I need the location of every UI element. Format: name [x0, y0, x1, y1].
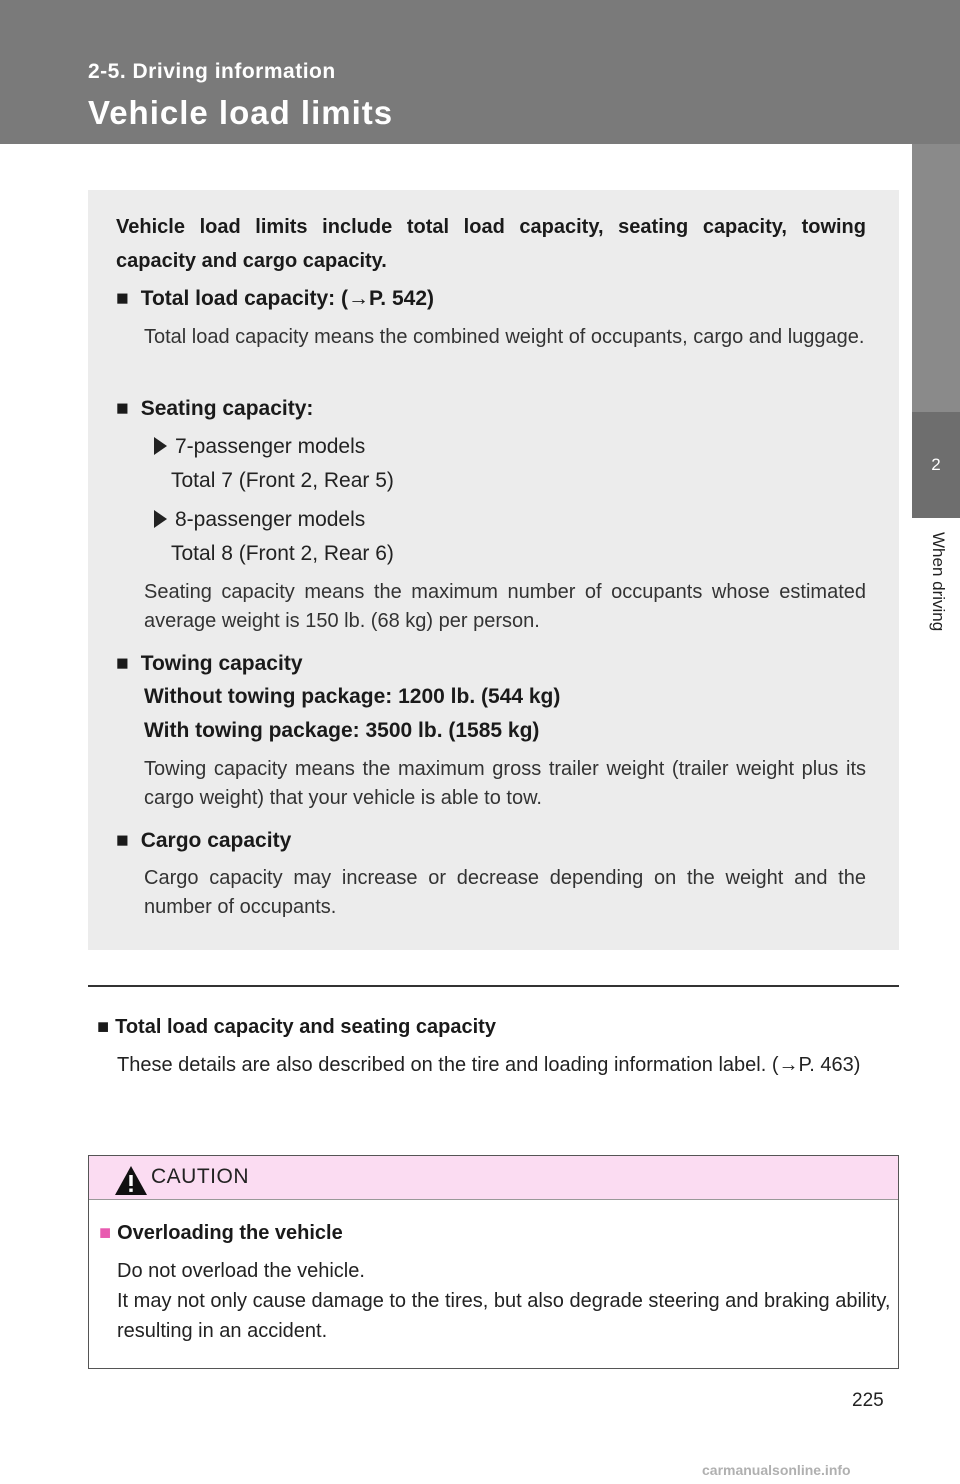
warning-triangle-icon: [114, 1165, 148, 1196]
model-b-line: [154, 503, 365, 537]
seating-heading: [116, 392, 313, 426]
bullet-square-icon: ■: [116, 829, 129, 852]
intro-text: Vehicle load limits include total load capacity, seating capacity, towing capacity and cargo capacity.: [116, 216, 866, 272]
seating-text: Seating capacity means the maximum number of occupants whose estimated average weight is 150 lb. (68 kg) per person.: [144, 581, 866, 632]
bullet-square-icon: ■: [99, 1222, 112, 1244]
caution-heading: [99, 1218, 343, 1248]
caution-line-2: It may not only cause damage to the tires, but also degrade steering and braking ability, resulting in an accident.: [117, 1290, 891, 1342]
note-heading: [97, 1012, 496, 1042]
towing-with: With towing package: 3500 lb. (1585 kg): [144, 719, 540, 742]
cargo-heading: [116, 824, 291, 858]
summary-box: [88, 190, 899, 950]
total-load-text: Total load capacity means the combined weight of occupants, cargo and luggage.: [144, 326, 865, 348]
chapter-label: When driving: [929, 532, 948, 632]
caution-box: [88, 1155, 899, 1369]
towing-text: Towing capacity means the maximum gross trailer weight (trailer weight plus its cargo weight) that your vehicle is able to tow.: [144, 758, 866, 809]
caution-heading-text: Overloading the vehicle: [117, 1222, 343, 1244]
side-tab-top-block: [912, 144, 960, 412]
total-load-heading: [116, 282, 434, 316]
towing-heading-text: Towing capacity: [140, 652, 303, 675]
cargo-text: Cargo capacity may increase or decrease depending on the weight and the number of occupants.: [144, 867, 866, 918]
arrow-right-icon: [154, 437, 167, 455]
seating-heading-text: Seating capacity:: [140, 397, 314, 420]
bullet-square-icon: ■: [97, 1016, 110, 1038]
model-b-label: 8-passenger models: [175, 508, 366, 531]
model-a-label: 7-passenger models: [175, 435, 366, 458]
page-number: 225: [852, 1390, 884, 1411]
bullet-square-icon: ■: [116, 652, 129, 675]
model-b-total: Total 8 (Front 2, Rear 6): [171, 542, 394, 565]
page-header: [0, 0, 960, 144]
note-text: These details are also described on the tire and loading information label. (→P. 463): [117, 1054, 861, 1076]
model-a-line: [154, 430, 365, 464]
towing-heading: [116, 647, 303, 681]
cargo-heading-text: Cargo capacity: [140, 829, 292, 852]
caution-line-1: Do not overload the vehicle.: [117, 1260, 365, 1282]
caution-header: [89, 1156, 898, 1200]
bullet-square-icon: ■: [116, 287, 129, 310]
bullet-square-icon: ■: [116, 397, 129, 420]
section-label: 2-5. Driving information: [88, 60, 336, 83]
arrow-right-icon: [154, 510, 167, 528]
chapter-label-tab[interactable]: [912, 518, 960, 678]
page-title: Vehicle load limits: [88, 94, 394, 131]
watermark: carmanualsonline.info: [702, 1462, 851, 1478]
chapter-number-tab[interactable]: 2: [912, 412, 960, 518]
towing-without: Without towing package: 1200 lb. (544 kg): [144, 685, 561, 708]
total-load-heading-text: Total load capacity: (→P. 542): [140, 287, 435, 310]
note-heading-text: Total load capacity and seating capacity: [115, 1016, 496, 1038]
caution-label: CAUTION: [151, 1165, 249, 1188]
section-divider: [88, 985, 899, 987]
model-a-total: Total 7 (Front 2, Rear 5): [171, 469, 394, 492]
caution-body: [117, 1256, 892, 1346]
